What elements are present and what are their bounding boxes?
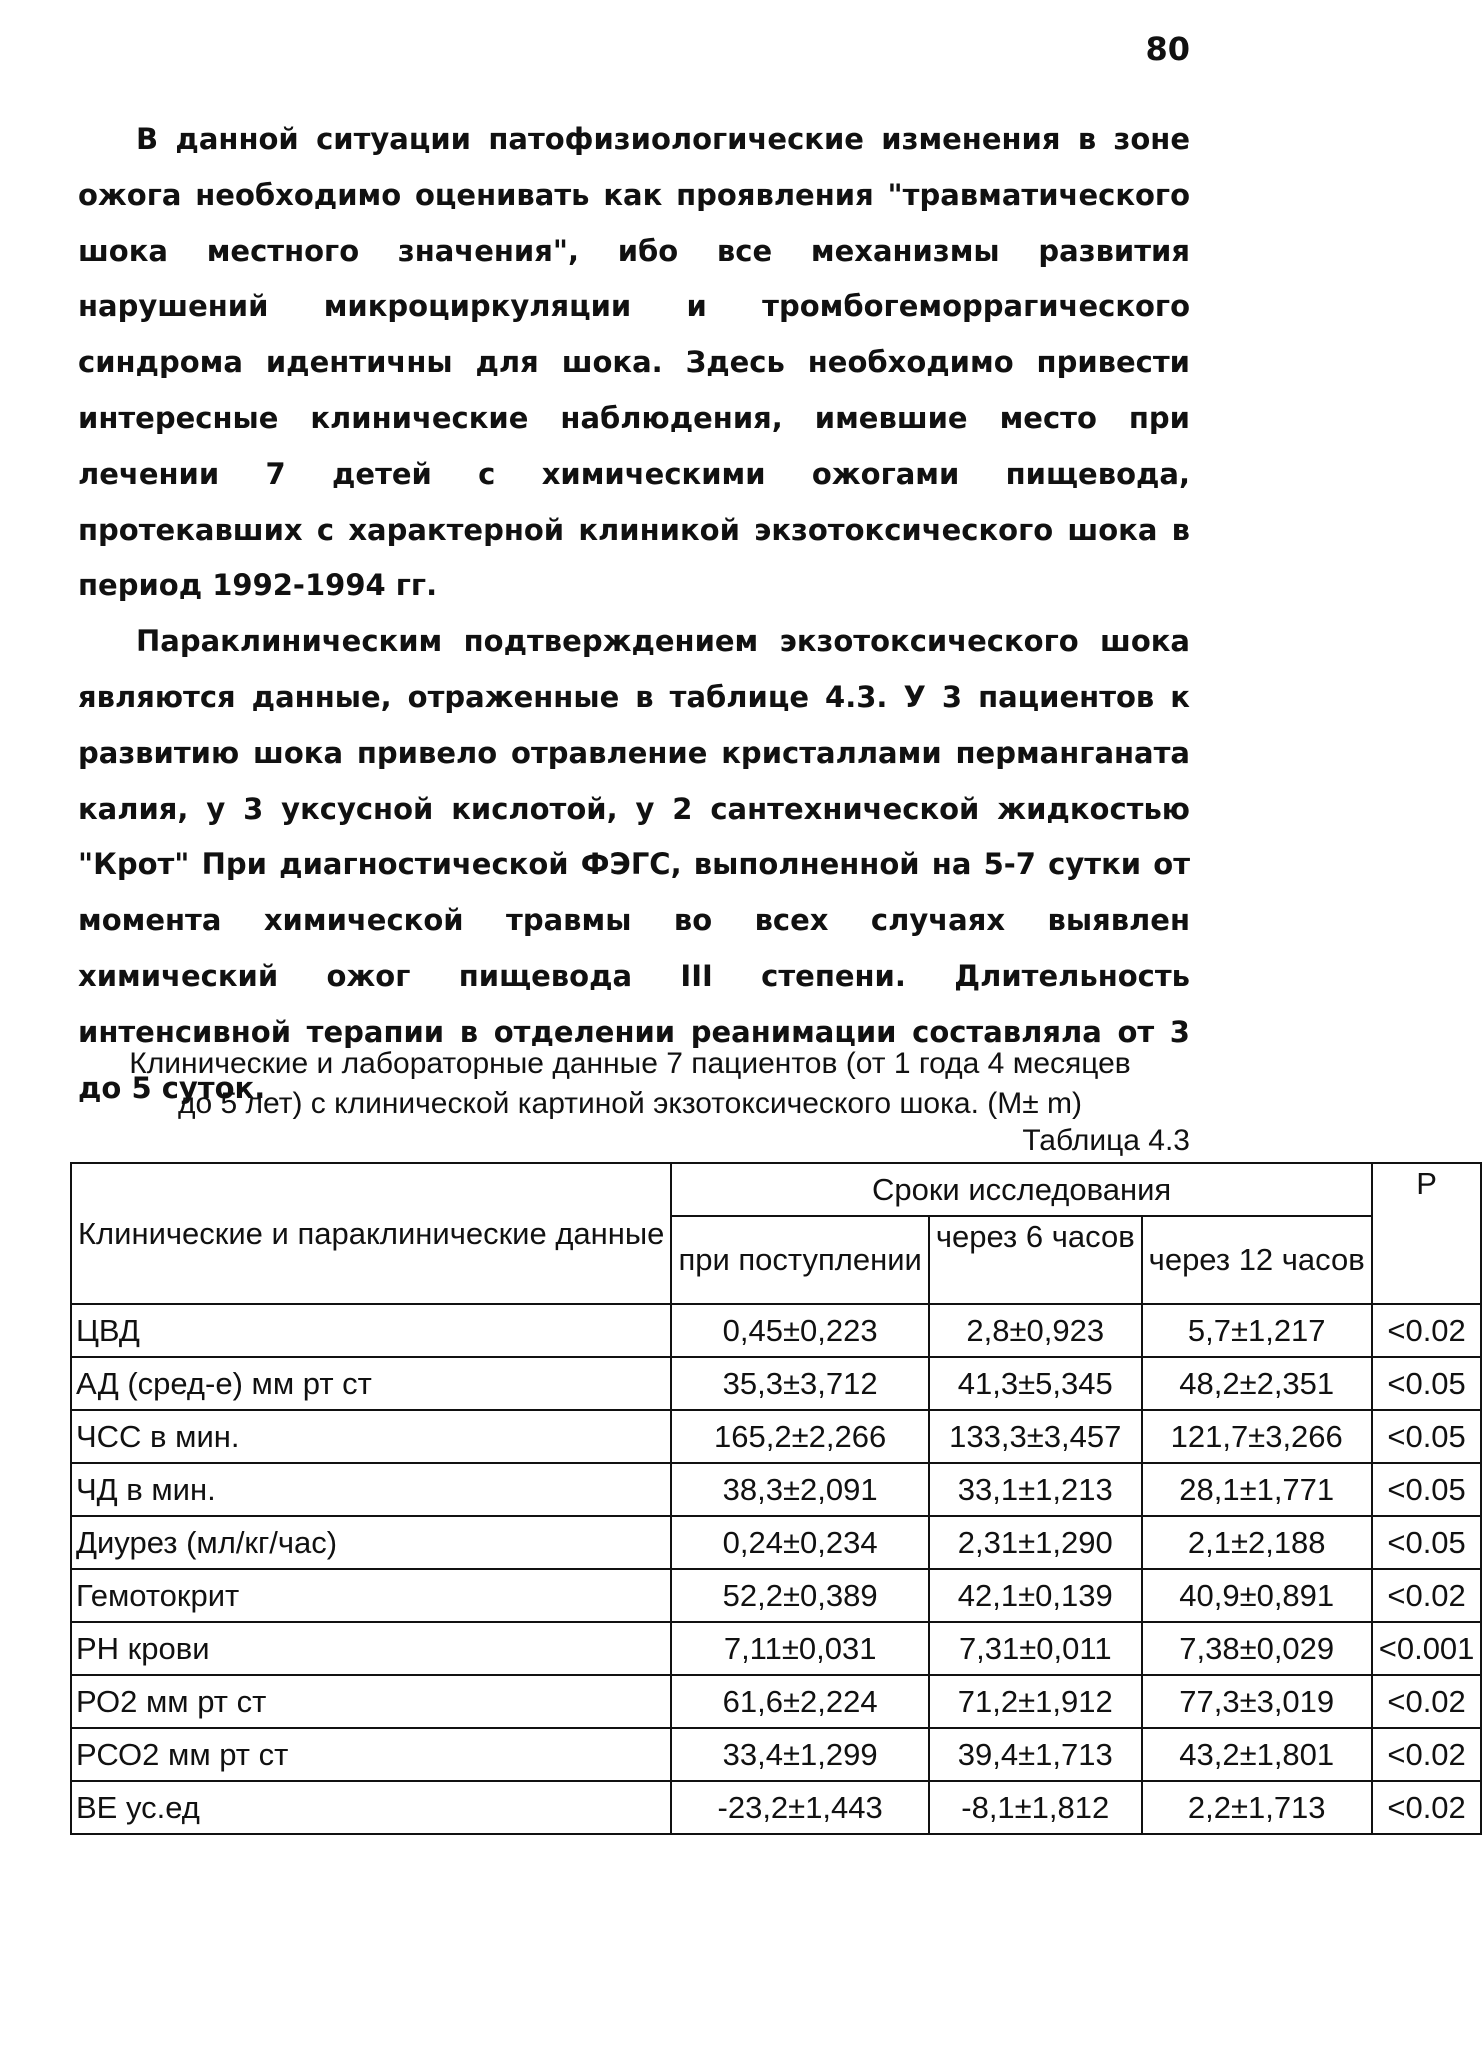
table-body — [71, 1304, 1481, 1834]
value-12h: 28,1±1,771 — [1142, 1463, 1372, 1516]
table-row — [71, 1463, 1481, 1516]
p-value: <0.05 — [1372, 1463, 1482, 1516]
value-12h: 40,9±0,891 — [1142, 1569, 1372, 1622]
value-6h: 39,4±1,713 — [929, 1728, 1142, 1781]
value-12h: 5,7±1,217 — [1142, 1304, 1372, 1357]
paragraph: Параклиническим подтверждением экзотоксического шока являются данные, отраженные в таблице 4.3. У 3 пациентов к развитию шока привело отравление кристаллами перманганата калия, у 3 уксусной кислотой, у 2 сантехнической жидкостью "Крот" При диагностической ФЭГС, выполненной на 5-7 сутки от момента химической травмы во всех случаях выявлен химический ожог пищевода III степени. Длительность интенсивной терапии в отделении реанимации составляла от 3 до 5 суток. — [78, 624, 1190, 1105]
value-6h: 41,3±5,345 — [929, 1357, 1142, 1410]
param-cell: РСО2 мм рт ст — [71, 1728, 671, 1781]
header-col-6h: через 6 часов — [929, 1216, 1142, 1304]
caption-line: до 5 лет) с клинической картиной экзотоксического шока. (M± m) — [177, 1087, 1082, 1120]
value-6h: -8,1±1,812 — [929, 1781, 1142, 1834]
value-admission: -23,2±1,443 — [671, 1781, 928, 1834]
p-value: <0.02 — [1372, 1569, 1482, 1622]
value-6h: 42,1±0,139 — [929, 1569, 1142, 1622]
table-row — [71, 1516, 1481, 1569]
param-cell: РН крови — [71, 1622, 671, 1675]
p-value: <0.02 — [1372, 1304, 1482, 1357]
param-cell: Диурез (мл/кг/час) — [71, 1516, 671, 1569]
param-cell: АД (сред-е) мм рт ст — [71, 1357, 671, 1410]
paragraph: В данной ситуации патофизиологические изменения в зоне ожога необходимо оценивать как проявления "травматического шока местного значения", ибо все механизмы развития нарушений микроциркуляции и тромбогеморрагического синдрома идентичны для шока. Здесь необходимо привести интересные клинические наблюдения, имевшие место при лечении 7 детей с химическими ожогами пищевода, протекавших с характерной клиникой экзотоксического шока в период 1992-1994 гг. — [78, 122, 1190, 603]
value-6h: 133,3±3,457 — [929, 1410, 1142, 1463]
table-row — [71, 1304, 1481, 1357]
results-table — [70, 1162, 1482, 1835]
table-row — [71, 1675, 1481, 1728]
caption-line: Клинические и лабораторные данные 7 пациентов (от 1 года 4 месяцев — [129, 1047, 1131, 1080]
value-6h: 2,8±0,923 — [929, 1304, 1142, 1357]
value-12h: 2,1±2,188 — [1142, 1516, 1372, 1569]
value-admission: 165,2±2,266 — [671, 1410, 928, 1463]
value-admission: 7,11±0,031 — [671, 1622, 928, 1675]
value-admission: 0,45±0,223 — [671, 1304, 928, 1357]
value-12h: 48,2±2,351 — [1142, 1357, 1372, 1410]
p-value: <0.02 — [1372, 1781, 1482, 1834]
value-admission: 33,4±1,299 — [671, 1728, 928, 1781]
value-admission: 61,6±2,224 — [671, 1675, 928, 1728]
value-12h: 7,38±0,029 — [1142, 1622, 1372, 1675]
page-number: 80 — [1145, 30, 1190, 68]
p-value: <0.05 — [1372, 1357, 1482, 1410]
value-6h: 71,2±1,912 — [929, 1675, 1142, 1728]
value-6h: 7,31±0,011 — [929, 1622, 1142, 1675]
header-param: Клинические и параклинические данные — [71, 1163, 671, 1304]
value-12h: 2,2±1,713 — [1142, 1781, 1372, 1834]
table-row — [71, 1410, 1481, 1463]
p-value: <0.02 — [1372, 1675, 1482, 1728]
param-cell: Гемотокрит — [71, 1569, 671, 1622]
header-p: P — [1372, 1163, 1482, 1304]
value-12h: 43,2±1,801 — [1142, 1728, 1372, 1781]
table-row — [71, 1622, 1481, 1675]
param-cell: ЦВД — [71, 1304, 671, 1357]
value-admission: 35,3±3,712 — [671, 1357, 928, 1410]
header-col-12h: через 12 часов — [1142, 1216, 1372, 1304]
table-row — [71, 1357, 1481, 1410]
header-group: Сроки исследования — [671, 1163, 1371, 1216]
value-6h: 2,31±1,290 — [929, 1516, 1142, 1569]
param-cell: ЧСС в мин. — [71, 1410, 671, 1463]
value-admission: 52,2±0,389 — [671, 1569, 928, 1622]
p-value: <0.05 — [1372, 1410, 1482, 1463]
value-admission: 0,24±0,234 — [671, 1516, 928, 1569]
param-cell: ЧД в мин. — [71, 1463, 671, 1516]
value-6h: 33,1±1,213 — [929, 1463, 1142, 1516]
table-row — [71, 1781, 1481, 1834]
param-cell: ВЕ ус.ед — [71, 1781, 671, 1834]
table-label: Таблица 4.3 — [1022, 1124, 1190, 1157]
table-row — [71, 1569, 1481, 1622]
p-value: <0.001 — [1372, 1622, 1482, 1675]
table-caption — [70, 1044, 1190, 1124]
p-value: <0.02 — [1372, 1728, 1482, 1781]
value-admission: 38,3±2,091 — [671, 1463, 928, 1516]
value-12h: 121,7±3,266 — [1142, 1410, 1372, 1463]
param-cell: РО2 мм рт ст — [71, 1675, 671, 1728]
body-text — [78, 112, 1190, 1116]
table-row — [71, 1728, 1481, 1781]
header-col-admission: при поступлении — [671, 1216, 928, 1304]
value-12h: 77,3±3,019 — [1142, 1675, 1372, 1728]
p-value: <0.05 — [1372, 1516, 1482, 1569]
